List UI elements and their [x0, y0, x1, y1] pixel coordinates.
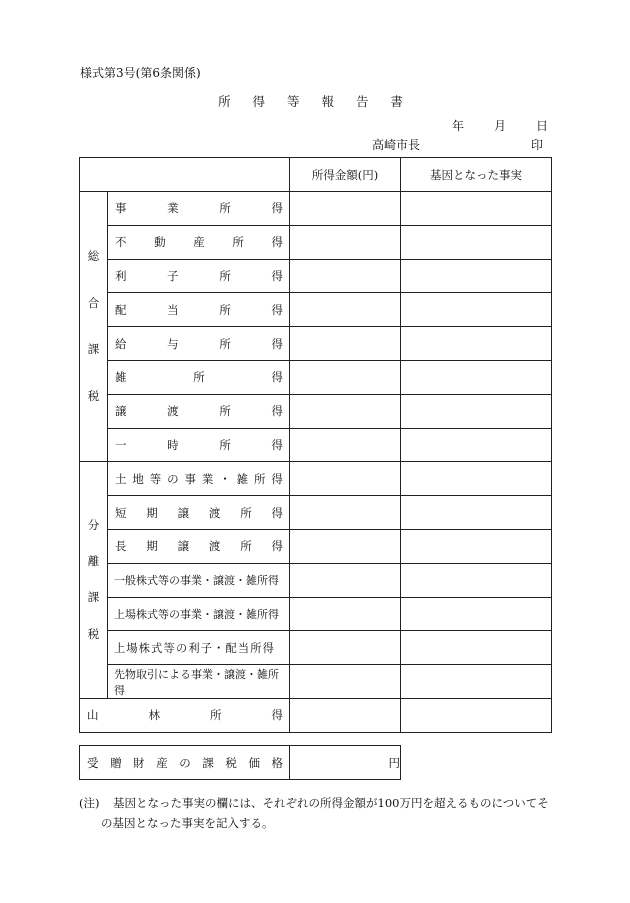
income-label-text: 先物取引による事業・譲渡・雑所得	[114, 667, 279, 697]
header-cause: 基因となった事実	[401, 158, 552, 192]
income-row	[80, 428, 552, 462]
forest-cause-cell[interactable]	[401, 698, 552, 732]
label-char: 譲	[177, 505, 190, 520]
label-char: 所	[219, 268, 231, 283]
label-char: 所	[193, 370, 205, 385]
gift-amount-cell[interactable]: 円	[290, 746, 401, 780]
cause-cell[interactable]	[401, 192, 552, 226]
income-label	[108, 259, 290, 293]
footnote	[79, 793, 559, 833]
amount-cell[interactable]	[290, 665, 401, 699]
income-label-text	[108, 395, 289, 428]
label-char: 得	[271, 539, 283, 554]
addressee: 高崎市長	[372, 138, 421, 152]
gift-row	[80, 746, 401, 780]
amount-cell[interactable]	[290, 293, 401, 327]
income-row	[80, 597, 552, 631]
label-char: 得	[271, 201, 283, 216]
income-label	[108, 563, 290, 597]
income-label-text: 上場株式等の事業・譲渡・雑所得	[114, 607, 279, 621]
amount-cell[interactable]	[290, 394, 401, 428]
cause-cell[interactable]	[401, 597, 552, 631]
label-char: 長	[115, 539, 127, 554]
label-char: 期	[146, 539, 158, 554]
label-char: 所	[219, 201, 231, 216]
income-row	[80, 192, 552, 226]
label-char: 土	[115, 471, 127, 486]
category-char: 離	[87, 554, 100, 569]
income-row	[80, 496, 552, 530]
income-label	[108, 360, 290, 394]
cause-cell[interactable]	[401, 462, 552, 496]
label-char: 与	[167, 336, 179, 351]
income-label	[108, 529, 290, 563]
label-char: 渡	[167, 404, 179, 419]
income-row	[80, 462, 552, 496]
income-label	[108, 665, 290, 699]
cause-cell[interactable]	[401, 394, 552, 428]
date-year: 年	[452, 119, 465, 133]
label-char: 贈	[110, 755, 122, 770]
label-char: 期	[146, 505, 158, 520]
label-char: 渡	[208, 539, 221, 554]
label-char: 得	[271, 268, 283, 283]
label-char: 所	[254, 471, 266, 486]
cause-cell[interactable]	[401, 259, 552, 293]
cause-cell[interactable]	[401, 293, 552, 327]
label-char: 配	[115, 302, 127, 317]
label-char: 所	[232, 235, 244, 250]
label-char: 譲	[115, 404, 127, 419]
label-char: 所	[219, 336, 231, 351]
income-row	[80, 631, 552, 665]
income-label	[108, 597, 290, 631]
footnote-line-2: の基因となった事実を記入する。	[101, 816, 274, 830]
income-label	[108, 394, 290, 428]
income-label-text	[108, 226, 289, 259]
amount-cell[interactable]	[290, 360, 401, 394]
forest-label-text	[80, 699, 289, 732]
cause-cell[interactable]	[401, 225, 552, 259]
amount-cell[interactable]	[290, 496, 401, 530]
label-char: 等	[149, 471, 162, 486]
date-day: 日	[536, 119, 549, 133]
income-label-text: 一般株式等の事業・譲渡・雑所得	[114, 574, 279, 588]
label-char: 短	[115, 505, 127, 520]
amount-cell[interactable]	[290, 327, 401, 361]
label-char: 子	[167, 268, 179, 283]
label-char: 業	[201, 471, 214, 486]
income-label	[108, 496, 290, 530]
cause-cell[interactable]	[401, 631, 552, 665]
amount-cell[interactable]	[290, 428, 401, 462]
label-char: 所	[219, 404, 231, 419]
label-char: 不	[115, 235, 127, 250]
label-char: ・	[219, 471, 231, 486]
income-label-text	[108, 293, 289, 326]
header-blank-cell	[80, 158, 290, 192]
label-char: 得	[271, 404, 283, 419]
income-label	[108, 428, 290, 462]
income-label	[108, 225, 290, 259]
label-char: 得	[271, 437, 283, 452]
income-row	[80, 665, 552, 699]
income-label-text	[108, 260, 289, 293]
income-label-text	[108, 462, 289, 495]
label-char: 税	[225, 755, 237, 770]
label-char: 当	[167, 302, 179, 317]
cause-cell[interactable]	[401, 327, 552, 361]
label-char: 得	[271, 302, 283, 317]
amount-cell[interactable]	[290, 192, 401, 226]
forest-label	[80, 698, 290, 732]
amount-cell[interactable]	[290, 225, 401, 259]
cause-cell[interactable]	[401, 428, 552, 462]
label-char: 渡	[208, 505, 221, 520]
category-char: 税	[87, 389, 100, 404]
income-row	[80, 529, 552, 563]
label-char: 得	[271, 336, 283, 351]
amount-cell[interactable]	[290, 529, 401, 563]
income-label-text	[108, 429, 289, 462]
footnote-label: (注)	[79, 796, 100, 810]
category-char: 課	[87, 590, 100, 605]
label-char: 産	[156, 755, 168, 770]
label-char: 雑	[115, 370, 127, 385]
category-char: 税	[87, 626, 100, 641]
label-char: 事	[184, 471, 196, 486]
label-char: 受	[87, 755, 99, 770]
income-row	[80, 225, 552, 259]
income-label-text	[108, 496, 289, 529]
label-char: 給	[115, 336, 127, 351]
cause-cell[interactable]	[401, 496, 552, 530]
label-char: 所	[240, 539, 252, 554]
cause-cell[interactable]	[401, 665, 552, 699]
amount-cell[interactable]	[290, 259, 401, 293]
header-amount: 所得金額(円)	[290, 158, 401, 192]
label-char: 地	[132, 471, 144, 486]
income-row	[80, 259, 552, 293]
table-header	[80, 158, 552, 192]
income-label-text	[108, 361, 289, 394]
income-row	[80, 563, 552, 597]
label-char: 所	[240, 505, 252, 520]
label-char: の	[167, 471, 179, 486]
document-title: 所 得 等 報 告 書	[218, 94, 412, 109]
income-label-text: 上場株式等の利子・配当所得	[114, 641, 276, 655]
income-row	[80, 293, 552, 327]
category-char: 合	[87, 295, 100, 310]
amount-cell[interactable]	[290, 462, 401, 496]
label-char: 一	[115, 437, 127, 452]
category-char: 課	[87, 342, 100, 357]
income-label	[108, 631, 290, 665]
label-char: 事	[115, 201, 127, 216]
label-char: 得	[271, 471, 283, 486]
gift-table	[79, 745, 401, 780]
category-char: 分	[87, 518, 100, 533]
income-label	[108, 192, 290, 226]
label-char: 動	[154, 235, 166, 250]
category-char: 総	[87, 248, 100, 263]
label-char: 所	[219, 437, 231, 452]
forest-amount-cell[interactable]	[290, 698, 401, 732]
income-label	[108, 327, 290, 361]
label-char: 価	[248, 755, 260, 770]
income-row	[80, 394, 552, 428]
gift-label	[80, 746, 290, 780]
amount-cell[interactable]	[290, 631, 401, 665]
label-char: 譲	[177, 539, 190, 554]
income-label-text	[108, 327, 289, 360]
label-char: 利	[115, 268, 127, 283]
date-line	[452, 117, 548, 134]
label-char: 得	[271, 370, 283, 385]
cause-cell[interactable]	[401, 360, 552, 394]
category-cell	[80, 462, 108, 699]
label-char: 産	[193, 235, 205, 250]
label-char: 業	[167, 201, 179, 216]
income-label-text	[108, 192, 289, 225]
date-month: 月	[494, 119, 507, 133]
gift-label-text	[80, 746, 289, 779]
amount-cell[interactable]	[290, 563, 401, 597]
cause-cell[interactable]	[401, 563, 552, 597]
label-char: 時	[167, 437, 179, 452]
forest-row	[80, 698, 552, 732]
label-char: 財	[133, 755, 145, 770]
seal-mark: 印	[531, 138, 544, 152]
label-char: 得	[271, 235, 283, 250]
income-row	[80, 327, 552, 361]
label-char: 格	[271, 755, 283, 770]
label-char: 所	[219, 302, 231, 317]
footnote-line-1: 基因となった事実の欄には、それぞれの所得金額が100万円を超えるものについてそ	[113, 796, 549, 810]
label-char: 所	[210, 708, 222, 723]
category-cell	[80, 192, 108, 462]
cause-cell[interactable]	[401, 529, 552, 563]
income-row	[80, 360, 552, 394]
label-char: 山	[87, 708, 99, 723]
amount-cell[interactable]	[290, 597, 401, 631]
label-char: 課	[202, 755, 214, 770]
label-char: 林	[148, 708, 160, 723]
label-char: 得	[271, 708, 283, 723]
form-number: 様式第3号(第6条関係)	[80, 66, 201, 80]
label-char: の	[179, 755, 191, 770]
label-char: 得	[271, 505, 283, 520]
income-label	[108, 293, 290, 327]
income-label	[108, 462, 290, 496]
label-char: 雑	[236, 471, 249, 486]
income-table	[79, 157, 552, 733]
income-label-text	[108, 530, 289, 563]
